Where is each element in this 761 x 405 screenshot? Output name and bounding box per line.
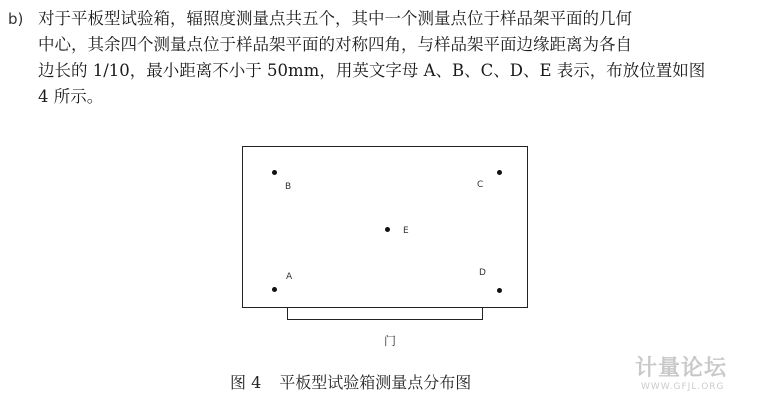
point-label-b: B bbox=[285, 182, 292, 192]
figure-title: 平板型试验箱测量点分布图 bbox=[279, 373, 472, 392]
paragraph-line-4 bbox=[8, 84, 753, 110]
item-marker: b) bbox=[8, 10, 24, 28]
paragraph-text-3: 边长的 1/10，最小距离不小于 50mm，用英文字母 A、B、C、D、E 表示，布放位置如图 bbox=[38, 61, 706, 80]
measurement-point-c bbox=[497, 170, 502, 175]
figure-number: 图 4 bbox=[230, 373, 262, 392]
door-outline bbox=[287, 307, 483, 320]
measurement-point-a bbox=[272, 287, 277, 292]
measurement-point-e bbox=[385, 227, 390, 232]
watermark-logo bbox=[635, 356, 755, 402]
watermark-title: 计量论坛 bbox=[635, 356, 728, 381]
body-paragraph bbox=[8, 6, 753, 110]
measurement-point-b bbox=[272, 170, 277, 175]
point-label-c: C bbox=[477, 180, 484, 190]
paragraph-line-2 bbox=[8, 32, 753, 58]
point-label-e: E bbox=[403, 226, 409, 236]
paragraph-text-4: 4 所示。 bbox=[38, 87, 104, 106]
paragraph-line-1 bbox=[8, 6, 753, 32]
point-label-a: A bbox=[286, 272, 293, 282]
paragraph-text-1: 对于平板型试验箱，辐照度测量点共五个，其中一个测量点位于样品架平面的几何 bbox=[38, 9, 632, 28]
point-label-d: D bbox=[479, 268, 486, 278]
watermark-url: WWW.GFJL.ORG bbox=[641, 382, 725, 392]
measurement-point-d bbox=[497, 288, 502, 293]
door-label: 门 bbox=[384, 334, 397, 348]
paragraph-text-2: 中心，其余四个测量点位于样品架平面的对称四角，与样品架平面边缘距离为各自 bbox=[38, 35, 632, 54]
paragraph-line-3 bbox=[8, 58, 753, 84]
figure-caption bbox=[230, 370, 471, 393]
